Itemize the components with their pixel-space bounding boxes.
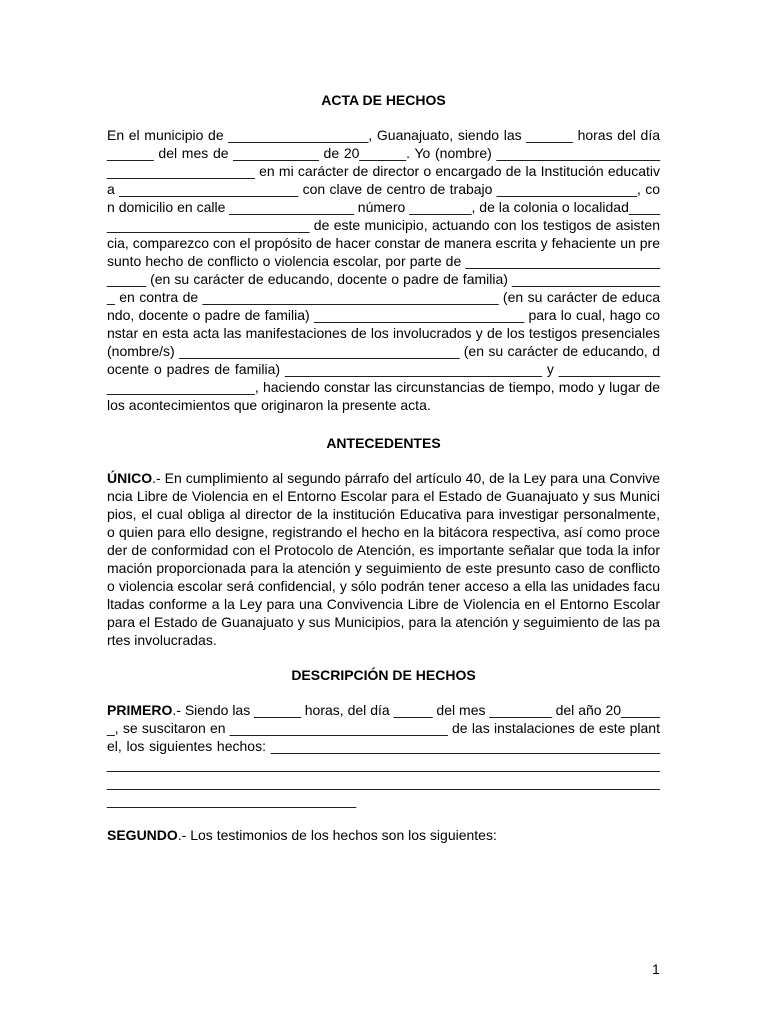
segundo-label: SEGUNDO bbox=[107, 827, 178, 843]
document-title: ACTA DE HECHOS bbox=[321, 92, 446, 108]
primero-label: PRIMERO bbox=[107, 702, 173, 718]
primero-paragraph bbox=[107, 701, 660, 809]
antecedentes-heading: ANTECEDENTES bbox=[326, 435, 441, 451]
unico-text: .- En cumplimiento al segundo párrafo del artículo 40, de la Ley para una Convivencia Libre de Violencia en el Entorno Escolar para el Estado de Guanajuato y sus Municipios, el cual obliga al director de la institución Educativa para investigar personalmente, o quien para ello designe, registrando el hecho en la bitácora respectiva, así como proceder de conformidad con el Protocolo de Atención, es importante señalar que toda la información proporcionada para la atención y seguimiento de este presunto caso de conflicto o violencia escolar será confidencial, y sólo podrán tener acceso a ella las unidades facultadas conforme a la Ley para una Convivencia Libre de Violencia en el Entorno Escolar para el Estado de Guanajuato y sus Municipios, para la atención y seguimiento de las partes involucradas. bbox=[107, 470, 664, 648]
segundo-paragraph bbox=[107, 826, 660, 844]
segundo-text: .- Los testimonios de los hechos son los siguientes: bbox=[177, 827, 497, 843]
descripcion-heading: DESCRIPCIÓN DE HECHOS bbox=[291, 667, 476, 683]
page-number: 1 bbox=[652, 961, 660, 977]
intro-paragraph: En el municipio de __________________, Guanajuato, siendo las ______ horas del día ______ del mes de ___________ de 20______. Yo (nombre) ________________________________________ en mi carácter de director o encargado de la Institución educativa _______________________ con clave de centro de trabajo __________________, con domicilio en calle ________________ número ________, de la colonia o localidad______________________________ de este municipio, actuando con los testigos de asistencia, comparezco con el propósito de hacer constar de manera escrita y fehaciente un presunto hecho de conflicto o violencia escolar, por parte de ______________________________ (en su carácter de educando, docente o padre de familia) ____________________ en contra de ______________________________________ (en su carácter de educando, docente o padre de familia) ___________________________ para lo cual, hago constar en esta acta las manifestaciones de los involucrados y de los testigos presenciales (nombre/s) ____________________________________ (en su carácter de educando, docente o padres de familia) _________________________________ y ________________________________, haciendo constar las circunstancias de tiempo, modo y lugar de los acontecimientos que originaron la presente acta. bbox=[107, 127, 664, 413]
document-body bbox=[107, 91, 664, 844]
unico-paragraph bbox=[107, 469, 664, 649]
primero-text: .- Siendo las ______ horas, del día _____ del mes ________ del año 20______, se suscitaron en ____________________________ de las instalaciones de este plantel, los siguientes hechos: ________________________________________________________________________________________________________________________________________________________________________________________________________________________________ bbox=[107, 702, 660, 808]
unico-label: ÚNICO bbox=[107, 470, 153, 486]
